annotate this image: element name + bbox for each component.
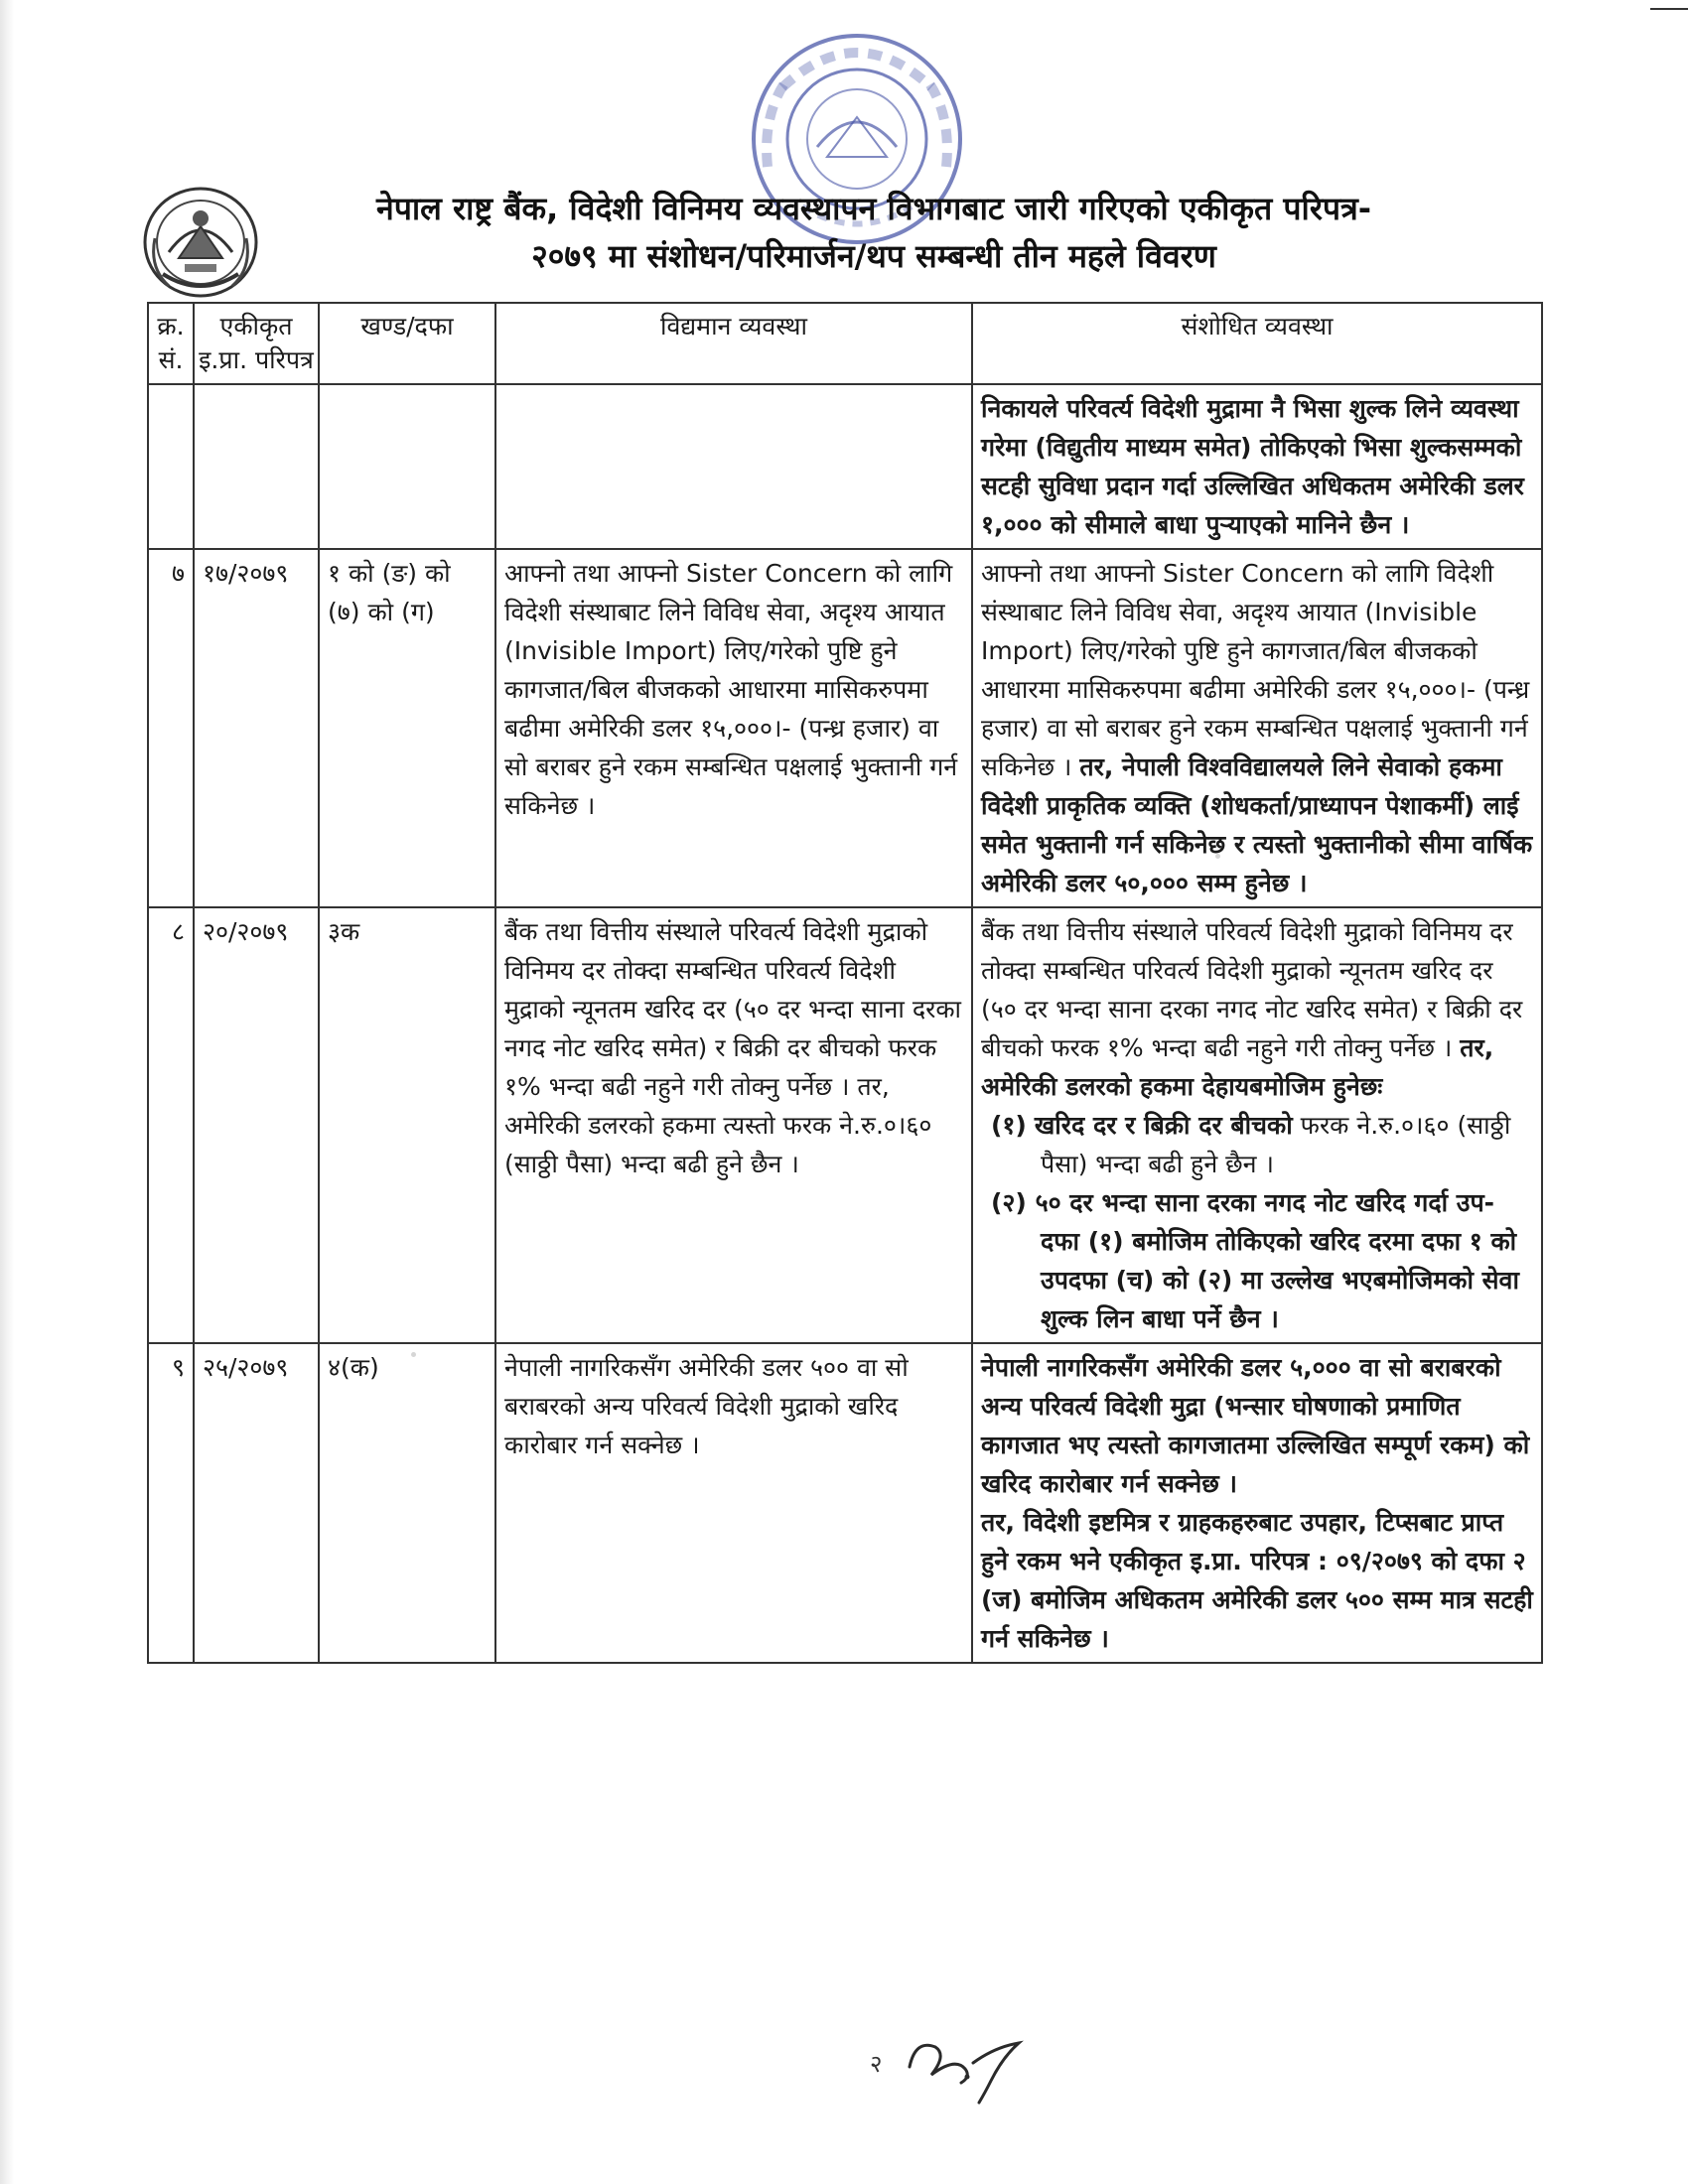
row-revised: [972, 907, 1542, 1343]
table-row: [148, 1343, 1542, 1663]
subitem-1-rest: फरक ने.रु.०।६० (साठ्ठी पैसा) भन्दा बढी हुने छैन ।: [1041, 1111, 1511, 1178]
row-revised: [972, 549, 1542, 907]
subitem-1-marker: (१): [991, 1111, 1027, 1140]
row-revised: [972, 384, 1542, 549]
revised-proviso: तर, नेपाली विश्वविद्यालयले लिने सेवाको हकमा विदेशी प्राकृतिक व्यक्ति (शोधकर्ता/प्राध्यापन पेशाकर्मी) लाई समेत भुक्तानी गर्न सकिनेछ र त्यस्तो भुक्तानीको सीमा वार्षिक अमेरिकी डलर ५०,००० सम्म हुनेछ ।: [981, 752, 1533, 897]
header-revised: संशोधित व्यवस्था: [972, 303, 1542, 384]
table-row: [148, 549, 1542, 907]
table-header-row: [148, 303, 1542, 384]
document-title: [268, 185, 1479, 280]
row-circular: १७/२०७९: [194, 549, 319, 907]
table-row: [148, 384, 1542, 549]
row-sn: ७: [148, 549, 194, 907]
subitem-2-marker: (२): [991, 1188, 1027, 1217]
scan-speck: [411, 1352, 416, 1357]
subitem-1-bold: खरिद दर र बिक्री दर बीचको: [1034, 1111, 1293, 1140]
revised-proviso: तर, विदेशी इष्टमित्र र ग्राहकहरुबाट उपहार, टिप्सबाट प्राप्त हुने रकम भने एकीकृत इ.प्रा. परिपत्र : ०९/२०७९ को दफा २ (ज) बमोजिम अधिकतम अमेरिकी डलर ५०० सम्म मात्र सटही गर्न सकिनेछ ।: [981, 1508, 1533, 1653]
header-existing: विद्यमान व्यवस्था: [495, 303, 972, 384]
subitem-2-text: ५० दर भन्दा साना दरका नगद नोट खरिद गर्दा उप-दफा (१) बमोजिम तोकिएको खरिद दरमा दफा १ को उपदफा (च) को (२) मा उल्लेख भएबमोजिमको सेवा शुल्क लिन बाधा पर्ने छैन ।: [1035, 1188, 1519, 1333]
revised-text: नेपाली नागरिकसँग अमेरिकी डलर ५,००० वा सो बराबरको अन्य परिवर्त्य विदेशी मुद्रा (भन्सार घोषणाको प्रमाणित कागजात भए त्यस्तो कागजातमा उल्लिखित सम्पूर्ण रकम) को खरिद कारोबार गर्न सक्नेछ ।: [981, 1353, 1530, 1498]
header-section: खण्ड/दफा: [319, 303, 495, 384]
header-circular: एकीकृत इ.प्रा. परिपत्र: [194, 303, 319, 384]
row-existing: आफ्नो तथा आफ्नो Sister Concern को लागि विदेशी संस्थाबाट लिने विविध सेवा, अदृश्य आयात (Invisible Import) लिए/गरेको पुष्टि हुने कागजात/बिल बीजकको आधारमा मासिकरुपमा बढीमा अमेरिकी डलर १५,०००।- (पन्ध्र हजार) वा सो बराबर हुने रकम सम्बन्धित पक्षलाई भुक्तानी गर्न सकिनेछ ।: [495, 549, 972, 907]
row-revised: [972, 1343, 1542, 1663]
revised-text: निकायले परिवर्त्य विदेशी मुद्रामा नै भिसा शुल्क लिने व्यवस्था गरेमा (विद्युतीय माध्यम समेत) तोकिएको भिसा शुल्कसम्मको सटही सुविधा प्रदान गर्दा उल्लिखित अधिकतम अमेरिकी डलर १,००० को सीमाले बाधा पुऱ्याएको मानिने छैन ।: [981, 394, 1524, 539]
scan-speck: [1215, 854, 1220, 859]
revised-text: बैंक तथा वित्तीय संस्थाले परिवर्त्य विदेशी मुद्राको विनिमय दर तोक्दा सम्बन्धित परिवर्त्य विदेशी मुद्राको न्यूनतम खरिद दर (५० दर भन्दा साना दरका नगद नोट खरिद समेत) र बिक्री दर बीचको फरक १% भन्दा बढी नहुने गरी तोक्नु पर्नेछ ।: [981, 917, 1523, 1062]
title-line-1: नेपाल राष्ट्र बैंक, विदेशी विनिमय व्यवस्थापन विभागबाट जारी गरिएको एकीकृत परिपत्र-: [375, 190, 1372, 227]
table-row: [148, 907, 1542, 1343]
row-existing: नेपाली नागरिकसँग अमेरिकी डलर ५०० वा सो बराबरको अन्य परिवर्त्य विदेशी मुद्राको खरिद कारोबार गर्न सक्नेछ ।: [495, 1343, 972, 1663]
scan-edge-shadow: [0, 0, 14, 2184]
row-sn: [148, 384, 194, 549]
page-number: २: [870, 2050, 883, 2078]
row-section: [319, 384, 495, 549]
revised-text: आफ्नो तथा आफ्नो Sister Concern को लागि विदेशी संस्थाबाट लिने विविध सेवा, अदृश्य आयात (Invisible Import) लिए/गरेको पुष्टि हुने कागजात/बिल बीजकको आधारमा मासिकरुपमा बढीमा अमेरिकी डलर १५,०००।- (पन्ध्र हजार) वा सो बराबर हुने रकम सम्बन्धित पक्षलाई भुक्तानी गर्न सकिनेछ ।: [981, 559, 1530, 781]
row-section: ४(क): [319, 1343, 495, 1663]
row-circular: २५/२०७९: [194, 1343, 319, 1663]
row-sn: ९: [148, 1343, 194, 1663]
row-section: १ को (ङ) को (७) को (ग): [319, 549, 495, 907]
handwritten-signature: [896, 2017, 1045, 2107]
row-sn: ८: [148, 907, 194, 1343]
revised-proviso: तर, अमेरिकी डलरको हकमा देहायबमोजिम हुनेछः: [981, 1033, 1494, 1101]
revised-subitem-1: [981, 1106, 1533, 1183]
amendment-table: [147, 302, 1543, 1664]
row-circular: [194, 384, 319, 549]
row-circular: २०/२०७९: [194, 907, 319, 1343]
header-sn: क्र. सं.: [148, 303, 194, 384]
row-section: ३क: [319, 907, 495, 1343]
row-existing: बैंक तथा वित्तीय संस्थाले परिवर्त्य विदेशी मुद्राको विनिमय दर तोक्दा सम्बन्धित परिवर्त्य विदेशी मुद्राको न्यूनतम खरिद दर (५० दर भन्दा साना दरका नगद नोट खरिद समेत) र बिक्री दर बीचको फरक १% भन्दा बढी नहुने गरी तोक्नु पर्नेछ । तर, अमेरिकी डलरको हकमा त्यस्तो फरक ने.रु.०।६० (साठ्ठी पैसा) भन्दा बढी हुने छैन ।: [495, 907, 972, 1343]
title-line-2: २०७९ मा संशोधन/परिमार्जन/थप सम्बन्धी तीन महले विवरण: [531, 237, 1216, 275]
scan-corner-mark: [1650, 8, 1688, 10]
revised-subitem-2: [981, 1183, 1533, 1338]
nepal-emblem-icon: [139, 179, 262, 302]
row-existing: [495, 384, 972, 549]
